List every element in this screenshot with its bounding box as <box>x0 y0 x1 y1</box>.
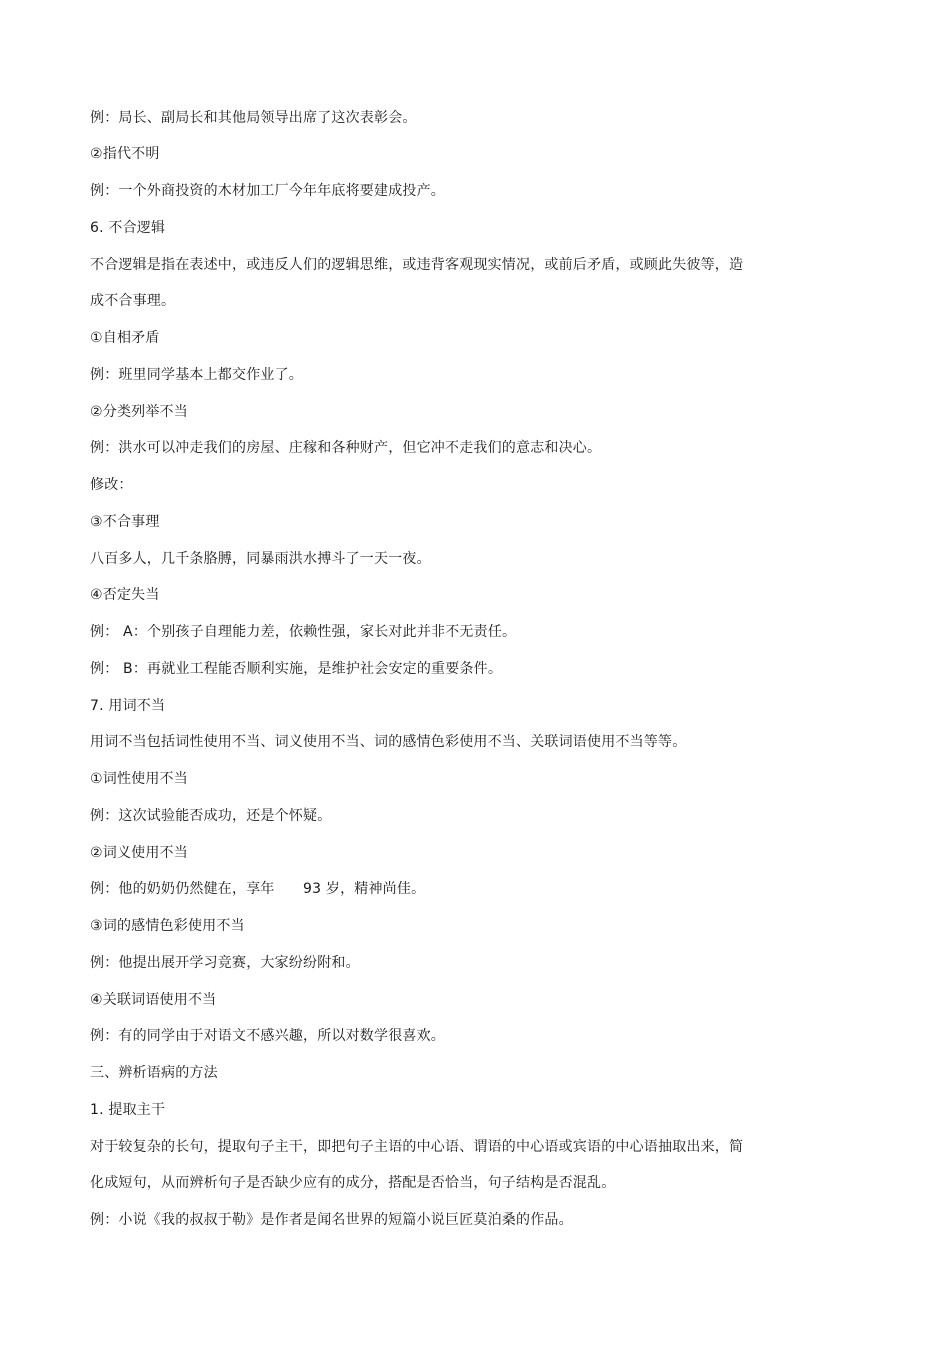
example-text: 例：他的奶奶仍然健在，享年 93 岁，精神尚佳。 <box>90 881 426 897</box>
example-text: 例：他提出展开学习竞赛，大家纷纷附和。 <box>90 955 360 971</box>
example-text: 例：有的同学由于对语文不感兴趣，所以对数学很喜欢。 <box>90 1028 445 1044</box>
section-heading: 6. 不合逻辑 <box>90 220 166 236</box>
subsection-heading: ②分类列举不当 <box>90 404 188 420</box>
example-text: 例：这次试验能否成功，还是个怀疑。 <box>90 808 332 824</box>
example-text: 例：一个外商投资的木材加工厂今年年底将要建成投产。 <box>90 183 445 199</box>
paragraph-text: 用词不当包括词性使用不当、词义使用不当、词的感情色彩使用不当、关联词语使用不当等等。 <box>90 734 687 750</box>
paragraph-text: 成不合事理。 <box>90 293 176 309</box>
example-text: 例： B：再就业工程能否顺利实施，是维护社会安定的重要条件。 <box>90 661 503 677</box>
section-heading: 7. 用词不当 <box>90 698 166 714</box>
subsection-heading: ④否定失当 <box>90 587 160 603</box>
subsection-heading: ③不合事理 <box>90 514 160 530</box>
chapter-heading: 三、辨析语病的方法 <box>90 1065 218 1081</box>
paragraph-text: 不合逻辑是指在表述中，或违反人们的逻辑思维，或违背客观现实情况，或前后矛盾，或顾此失彼等，造 <box>90 257 744 273</box>
paragraph-text: 化成短句，从而辨析句子是否缺少应有的成分，搭配是否恰当，句子结构是否混乱。 <box>90 1175 616 1191</box>
example-text: 例：班里同学基本上都交作业了。 <box>90 367 303 383</box>
subsection-heading: ④关联词语使用不当 <box>90 992 217 1008</box>
subsection-heading: ①词性使用不当 <box>90 771 188 787</box>
example-text: 例： A：个别孩子自理能力差，依赖性强，家长对此并非不无责任。 <box>90 624 517 640</box>
example-text: 例：洪水可以冲走我们的房屋、庄稼和各种财产，但它冲不走我们的意志和决心。 <box>90 440 602 456</box>
section-heading: 1. 提取主干 <box>90 1102 166 1118</box>
example-text: 八百多人，几千条胳膊，同暴雨洪水搏斗了一天一夜。 <box>90 551 431 567</box>
subsection-heading: ③词的感情色彩使用不当 <box>90 918 245 934</box>
subsection-heading: ①自相矛盾 <box>90 330 160 346</box>
revision-label: 修改： <box>90 477 133 493</box>
paragraph-text: 对于较复杂的长句，提取句子主干，即把句子主语的中心语、谓语的中心语或宾语的中心语抽取出来，简 <box>90 1139 744 1155</box>
subsection-heading: ②词义使用不当 <box>90 845 188 861</box>
example-text: 例：局长、副局长和其他局领导出席了这次表彰会。 <box>90 110 417 126</box>
subsection-heading: ②指代不明 <box>90 146 160 162</box>
example-text: 例：小说《我的叔叔于勒》是作者是闻名世界的短篇小说巨匠莫泊桑的作品。 <box>90 1212 573 1228</box>
